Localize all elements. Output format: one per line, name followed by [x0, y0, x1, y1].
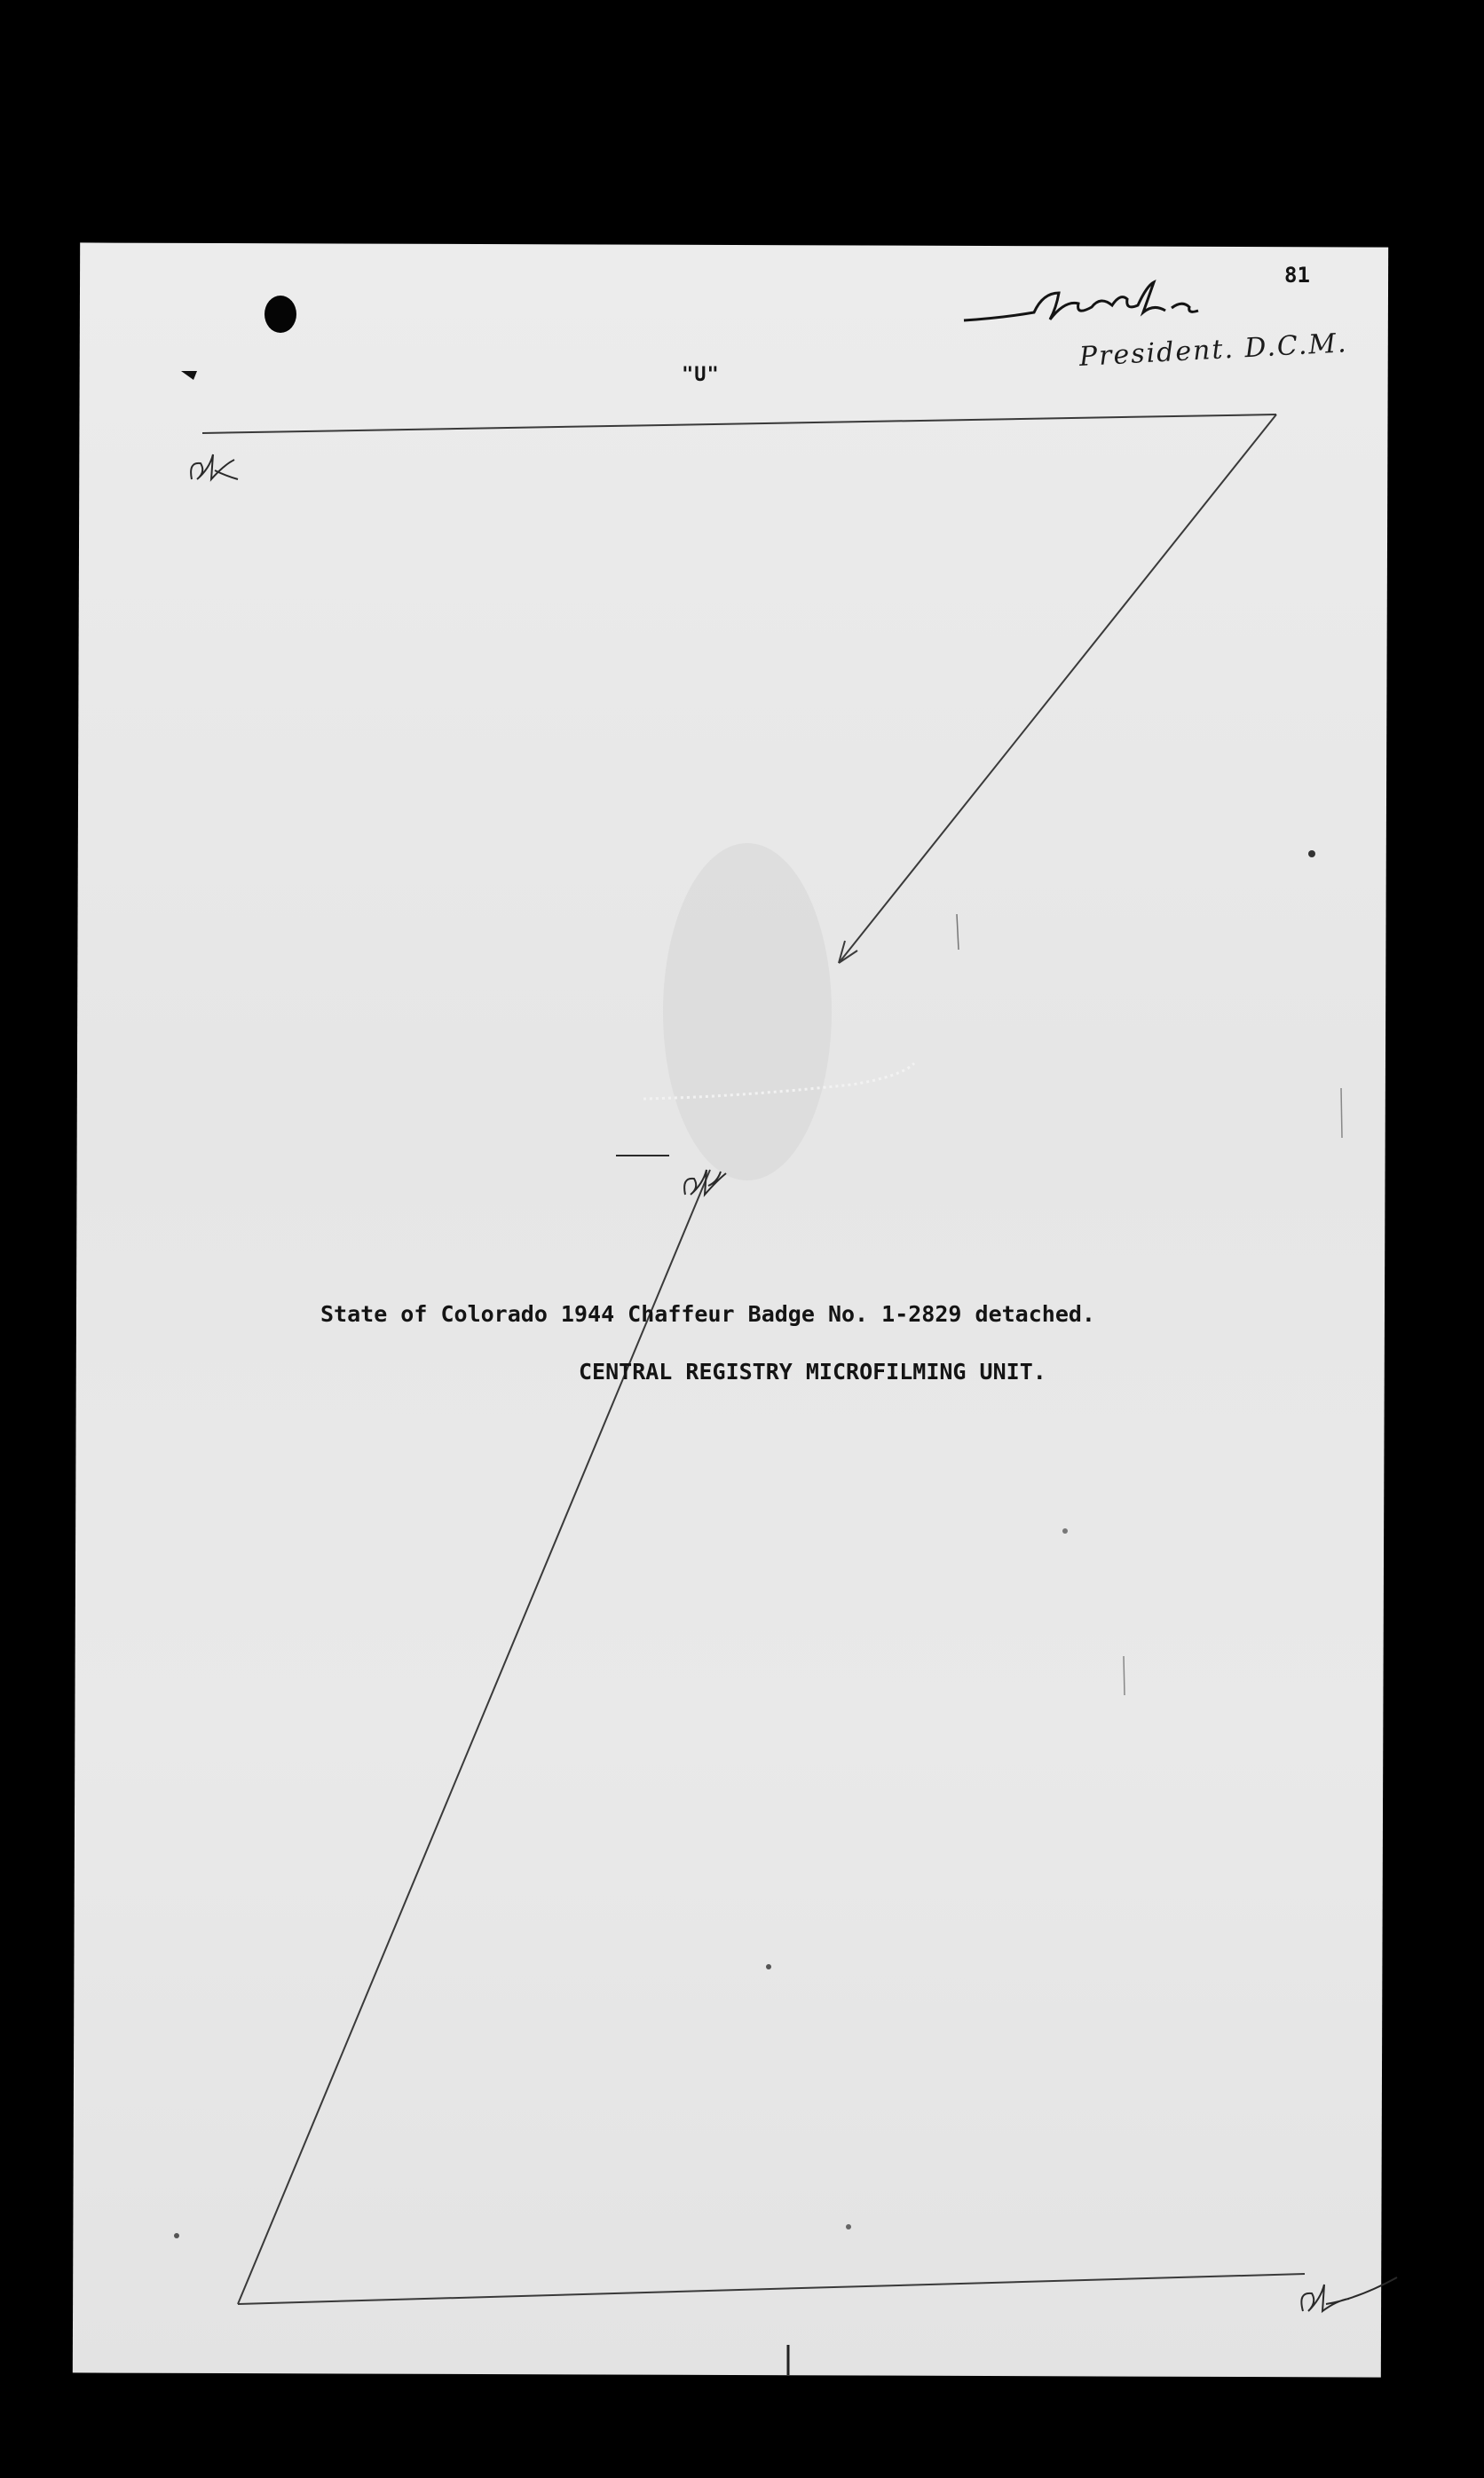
- film-scratch: [1124, 1656, 1125, 1695]
- paper-speck: [846, 2224, 851, 2229]
- corner-tick-mark: [181, 371, 197, 380]
- film-scratch: [957, 914, 959, 950]
- registry-unit-line: CENTRAL REGISTRY MICROFILMING UNIT.: [579, 1359, 1046, 1385]
- paper-speck: [174, 2233, 179, 2238]
- bottom-cancel-line: [238, 2274, 1305, 2304]
- initials-top-left: [191, 454, 238, 479]
- paper-speck: [1062, 1528, 1068, 1534]
- page-number: 81: [1284, 263, 1310, 288]
- diagonal-lower: [238, 1170, 710, 2304]
- diagonal-upper: [839, 414, 1276, 963]
- film-scratch: [1341, 1088, 1342, 1138]
- paper-speck: [766, 1964, 771, 1969]
- top-cancel-line: [202, 414, 1276, 433]
- paper-speck: [1308, 850, 1315, 857]
- initials-center: [684, 1170, 726, 1195]
- ink-blot: [264, 296, 296, 333]
- signature: [964, 282, 1198, 320]
- badge-note: State of Colorado 1944 Chaffeur Badge No. 1-2829 detached.: [320, 1301, 1095, 1327]
- paper-stain: [663, 843, 832, 1180]
- signature-title: President. D.C.M.: [1078, 328, 1349, 373]
- initials-bottom-right: [1301, 2277, 1397, 2311]
- section-mark: "U": [682, 364, 720, 386]
